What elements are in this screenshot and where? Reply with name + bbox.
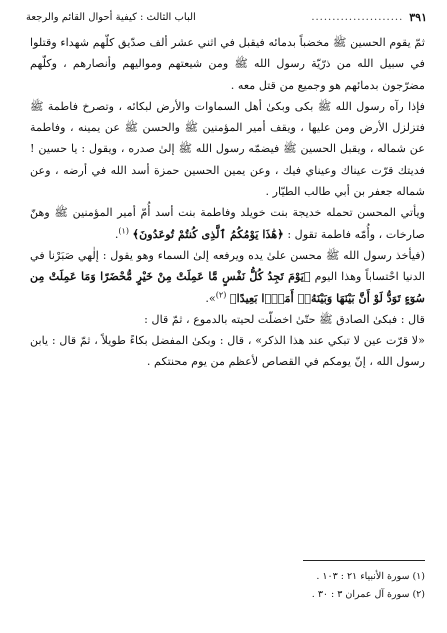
- footnote-ref-1: (١): [118, 225, 129, 235]
- footnote-1: (١) سورة الأنبياء ٢١ : ١٠٣ .: [316, 571, 425, 582]
- chapter-title: الباب الثالث : كيفية أحوال القائم والرجعة: [26, 12, 196, 23]
- footnote-2: (٢) سورة آل عمران ٣ : ٣٠ .: [311, 589, 425, 600]
- quran-verse-2: ﴿يَوْمَ تَجِدُ كُلُّ نَفْسٍ مَّا عَمِلَتْ مِنْ خَيْرٍ مُّحْضَرًا وَمَا عَمِلَتْ مِن سُوٓءٍ تَوَدُّ لَوْ أَنَّ بَيْنَهَا وَبَيْنَهُۥٓ أَمَدًۢا بَعِيدًا﴾: [30, 269, 425, 305]
- footnote-divider: [303, 560, 425, 561]
- paragraph-2: فإذا رآه رسول الله ﷺ بكى وبكىٰ أهل السماوات والأرض لبكائه ، وتصرخ فاطمة ﷺ فتزلزل الأرض ومن عليها ، ويقف أمير المؤمنين ﷺ والحسن ﷺ عن يمينه ، وفاطمة عن شماله ، ويقبل الحسين ﷺ فيضمّه رسول الله ﷺ إلىٰ صدره ، ويقول : يا حسين ! فديتك قرّت عيناك وعيناي فيك ، وعن يمين الحسين حمزة أسد الله في أرضه ، وعن شماله جعفر بن أبي طالب الطيّار .: [30, 99, 425, 199]
- paragraph-5: قال : فبكىٰ الصادق ﷺ حتّىٰ اخضلّت لحيته بالدموع ، ثمّ قال :: [144, 312, 425, 326]
- paragraph-3: ويأتي المحسن تحمله خديجة بنت خويلد وفاطمة بنت أسد أُمّ أمير المؤمنين ﷺ وهنّ صارخات ، وأُمّه فاطمة تقول : ﴿هَٰذَا يَوْمُكُمُ ٱلَّذِى كُنتُمْ تُوعَدُونَ﴾ $^{(١)}$.: [30, 206, 425, 241]
- paragraph-4: (فيأخذ رسول الله ﷺ محسن علىٰ يده ويرفعه إلىٰ السماء وهو يقول : إلٰهي صَبَرْنا في الدنيا احْتساباً وهذا اليوم ﴿يَوْمَ تَجِدُ كُلُّ نَفْسٍ مَّا عَمِلَتْ مِنْ خَيْرٍ مُّحْضَرًا وَمَا عَمِلَتْ مِن سُوٓءٍ تَوَدُّ لَوْ أَنَّ بَيْنَهَا وَبَيْنَهُۥٓ أَمَدًۢا بَعِيدًا﴾ $^{(٢)}$».: [30, 248, 426, 305]
- footnote-ref-2: (٢): [215, 289, 227, 299]
- header-dots: ......................: [311, 12, 404, 23]
- paragraph-1: ثمّ يقوم الحسين ﷺ مخضباً بدمائه فيقبل في اثني عشر ألف صدّيق كلّهم شهداء وقتلوا في سبيل الله من ذرّيّة رسول الله ﷺ ومن شيعتهم ومواليهم وأنصارهم ، وكلّهم مضرّجون بدمائهم هو وجميع من قتل معه .: [30, 36, 425, 92]
- paragraph-4-text: (فيأخذ رسول الله ﷺ محسن علىٰ يده ويرفعه إلىٰ السماء وهو يقول : إلٰهي صَبَرْنا في الدنيا احْتساباً وهذا اليوم: [30, 248, 426, 284]
- page-number: ٣٩١: [409, 11, 427, 24]
- main-text: [30, 32, 425, 373]
- quote-close: »: [208, 291, 216, 305]
- running-header: [26, 10, 427, 26]
- paragraph-6: «لا قرّت عين لا تبكي عند هذا الذكر» ، قال : وبكىٰ المفضل بكاءً طويلاً ، ثمّ قال : يابن رسول الله ، إنّ يومكم في القصاص لأعظم من يوم محنتكم .: [30, 334, 425, 369]
- quran-verse-1: ﴿هَٰذَا يَوْمُكُمُ ٱلَّذِى كُنتُمْ تُوعَدُونَ﴾: [132, 226, 284, 241]
- paragraph-3-text: ويأتي المحسن تحمله خديجة بنت خويلد وفاطمة بنت أسد أُمّ أمير المؤمنين ﷺ وهنّ صارخات ، وأُمّه فاطمة تقول :: [30, 206, 425, 241]
